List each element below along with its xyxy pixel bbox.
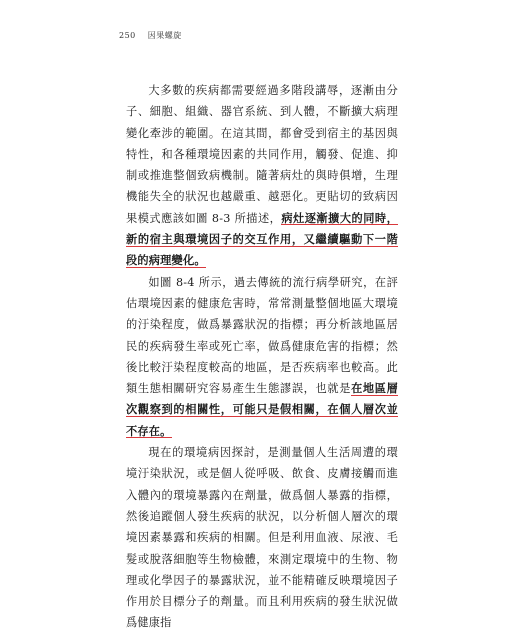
- highlighted-sentence-1: 病灶逐漸擴大的同時，新的宿主與環境因子的交互作用，又繼續驅動下一階段的病理變化。: [126, 210, 398, 268]
- paragraph-2-text: 如圖 8-4 所示，過去傳統的流行病學研究，在評估環境因素的健康危害時，常常測量整個地區大環境的汙染程度，做爲暴露狀況的指標；再分析該地區居民的疾病發生率或死亡率，做爲健康危害的指標；然後比較汙染程度較高的地區，是否疾病率也較高。此類生態相關研究容易產生生態謬誤，也就是: [126, 275, 398, 396]
- running-head: [119, 30, 182, 41]
- paragraph-3: [126, 442, 398, 634]
- body-text: [126, 80, 398, 634]
- paragraph-3-text: 現在的環境病因探討，是測量個人生活周遭的環境汙染狀況，或是個人從呼吸、飲食、皮膚接觸而進入體內的環境暴露內在劑量，做爲個人暴露的指標，然後追蹤個人發生疾病的狀況，以分析個人層次的環境因素暴露和疾病的相關。但是利用血液、尿液、毛髮或脫落細胞等生物檢體，來測定環境中的生物、物理或化學因子的暴露狀況，並不能精確反映環境因子作用於目標分子的劑量。而且利用疾病的發生狀況做爲健康指: [126, 446, 398, 630]
- paragraph-2: [126, 272, 398, 442]
- page-number: 250: [119, 31, 136, 40]
- paragraph-1-text: 大多數的疾病都需要經過多階段講辱，逐漸由分子、細胞、組織、器官系統、到人體，不斷擴大病理變化牽涉的範圍。在這其間，都會受到宿主的基因與特性，和各種環境因素的共同作用，觸發、促進、抑制或推進整個致病機制。隨著病灶的與時俱增，生理機能失全的狀況也越嚴重、越惡化。更貼切的致病因果模式應該如圖 8-3 所描述，: [126, 84, 398, 225]
- highlighted-sentence-2: 在地區層次觀察到的相關性，可能只是假相關，在個人層次並不存在。: [126, 381, 398, 438]
- paragraph-1: [126, 80, 398, 272]
- book-title: 因果螺旋: [147, 31, 182, 40]
